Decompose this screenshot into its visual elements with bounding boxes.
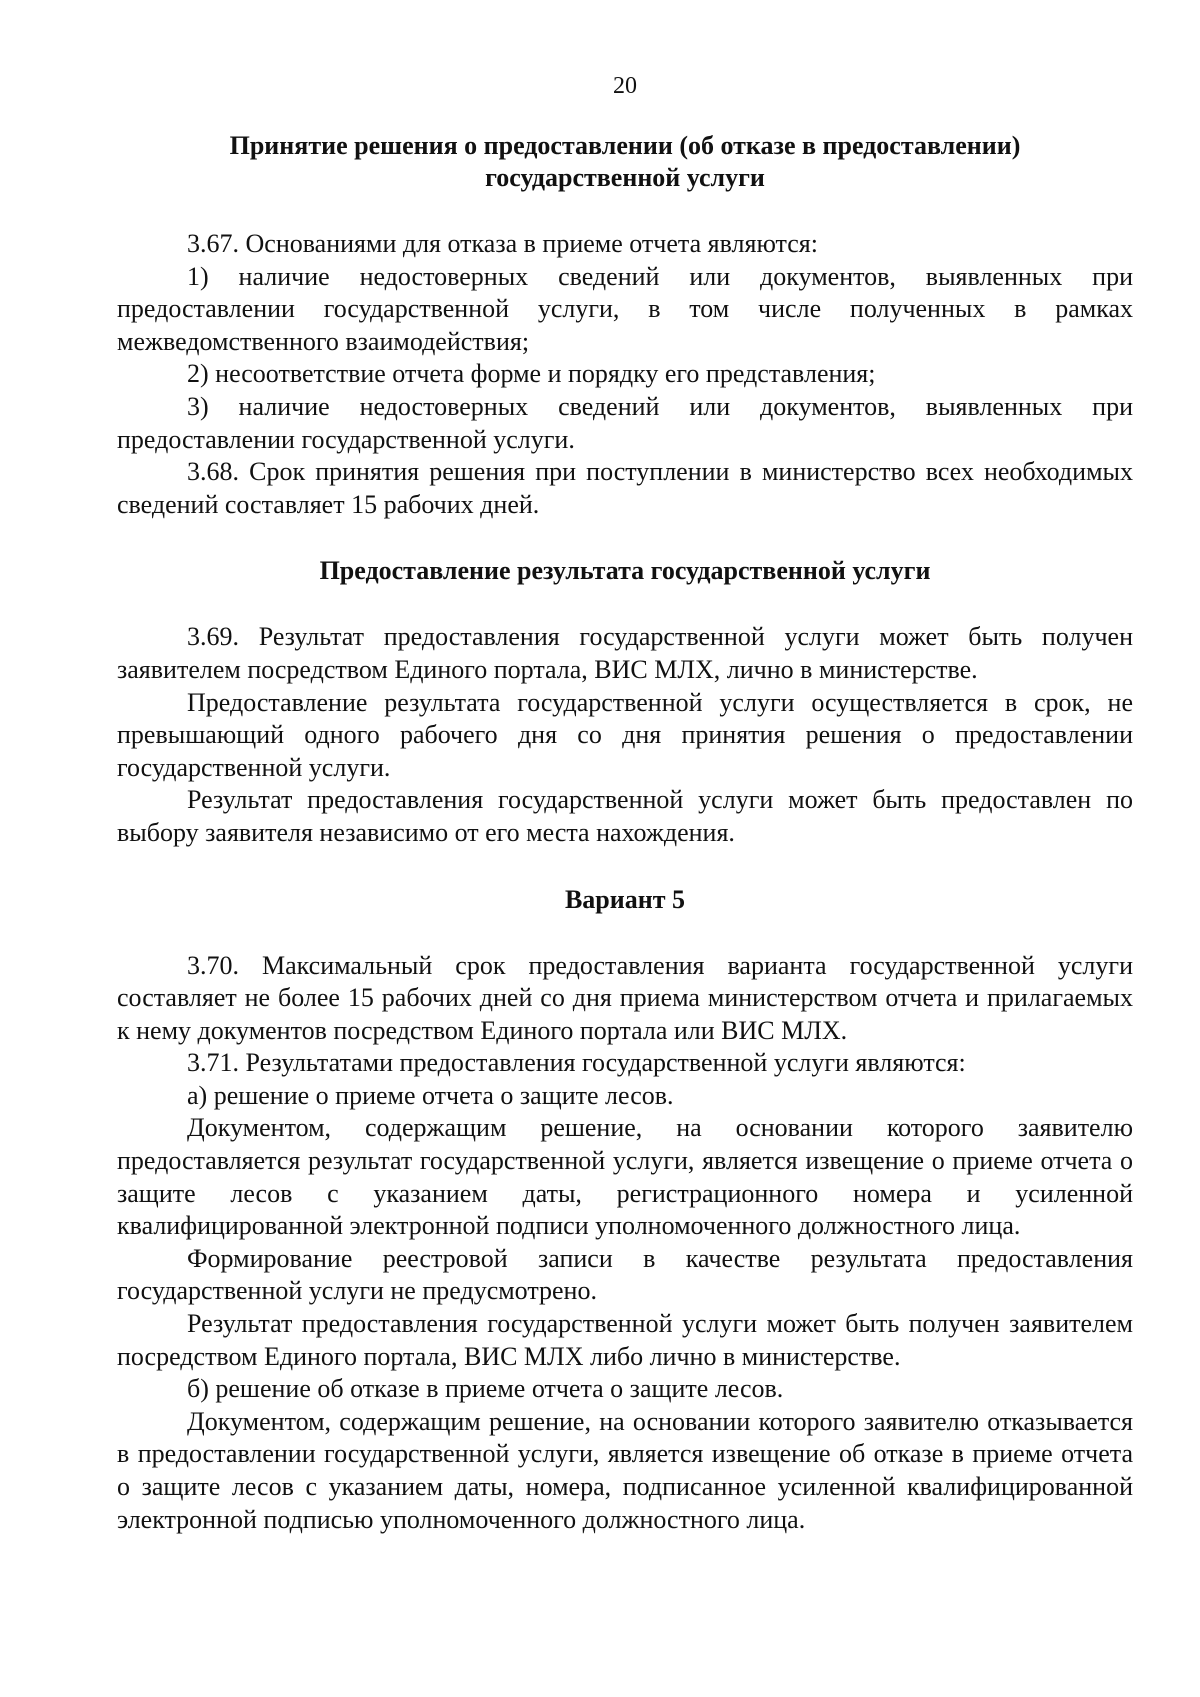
page-number: 20 xyxy=(613,73,637,99)
section-body xyxy=(117,621,1133,849)
section-body xyxy=(117,950,1133,1537)
paragraph: Предоставление результата государственной услуги осуществляется в срок, не превышающий одного рабочего дня со дня принятия решения о предоставлении государственной услуги. xyxy=(117,687,1133,782)
document-page xyxy=(117,70,1133,1536)
paragraph: Формирование реестровой записи в качестве результата предоставления государственной услуги не предусмотрено. xyxy=(117,1243,1133,1306)
paragraph: 3.71. Результатами предоставления государственной услуги являются: xyxy=(187,1048,966,1078)
paragraph: Результат предоставления государственной услуги может быть получен заявителем посредством Единого портала, ВИС МЛХ либо лично в министерстве. xyxy=(117,1309,1133,1371)
paragraph: 2) несоответствие отчета форме и порядку его представления; xyxy=(187,359,876,389)
paragraph: Результат предоставления государственной услуги может быть предоставлен по выбору заявителя независимо от его места нахождения. xyxy=(117,785,1133,847)
paragraph: а) решение о приеме отчета о защите лесов. xyxy=(187,1080,674,1110)
section-body xyxy=(117,228,1133,521)
paragraph: Документом, содержащим решение, на основании которого заявителю предоставляется результат государственной услуги, является извещение о приеме отчета о защите лесов с указанием даты, регистрационного номера и усиленной квалифицированной электронной подписи уполномоченного должностного лица. xyxy=(117,1113,1133,1241)
paragraph: 3.70. Максимальный срок предоставления варианта государственной услуги составляет не более 15 рабочих дней со дня приема министерством отчета и прилагаемых к нему документов посредством Единого портала или ВИС МЛХ. xyxy=(117,950,1133,1045)
paragraph: 3.68. Срок принятия решения при поступлении в министерство всех необходимых сведений составляет 15 рабочих дней. xyxy=(117,457,1133,519)
section-heading: Вариант 5 xyxy=(564,884,686,914)
paragraph: Документом, содержащим решение, на основании которого заявителю отказывается в предоставлении государственной услуги, является извещение об отказе в приеме отчета о защите лесов с указанием даты, номера, подписанное усиленной квалифицированной электронной подписью уполномоченного должностного лица. xyxy=(117,1406,1133,1534)
paragraph: б) решение об отказе в приеме отчета о защите лесов. xyxy=(187,1374,784,1404)
section-heading: Предоставление результата государственной услуги xyxy=(319,556,931,586)
paragraph: 1) наличие недостоверных сведений или документов, выявленных при предоставлении государственной услуги, в том числе полученных в рамках межведомственного взаимодействия; xyxy=(117,261,1133,356)
section-heading: Принятие решения о предоставлении (об отказе в предоставлении) государственной услуги xyxy=(229,131,1021,192)
paragraph: 3.69. Результат предоставления государственной услуги может быть получен заявителем посредством Единого портала, ВИС МЛХ, лично в министерстве. xyxy=(117,622,1133,684)
paragraph: 3) наличие недостоверных сведений или документов, выявленных при предоставлении государственной услуги. xyxy=(117,391,1133,454)
paragraph: 3.67. Основаниями для отказа в приеме отчета являются: xyxy=(187,229,818,258)
